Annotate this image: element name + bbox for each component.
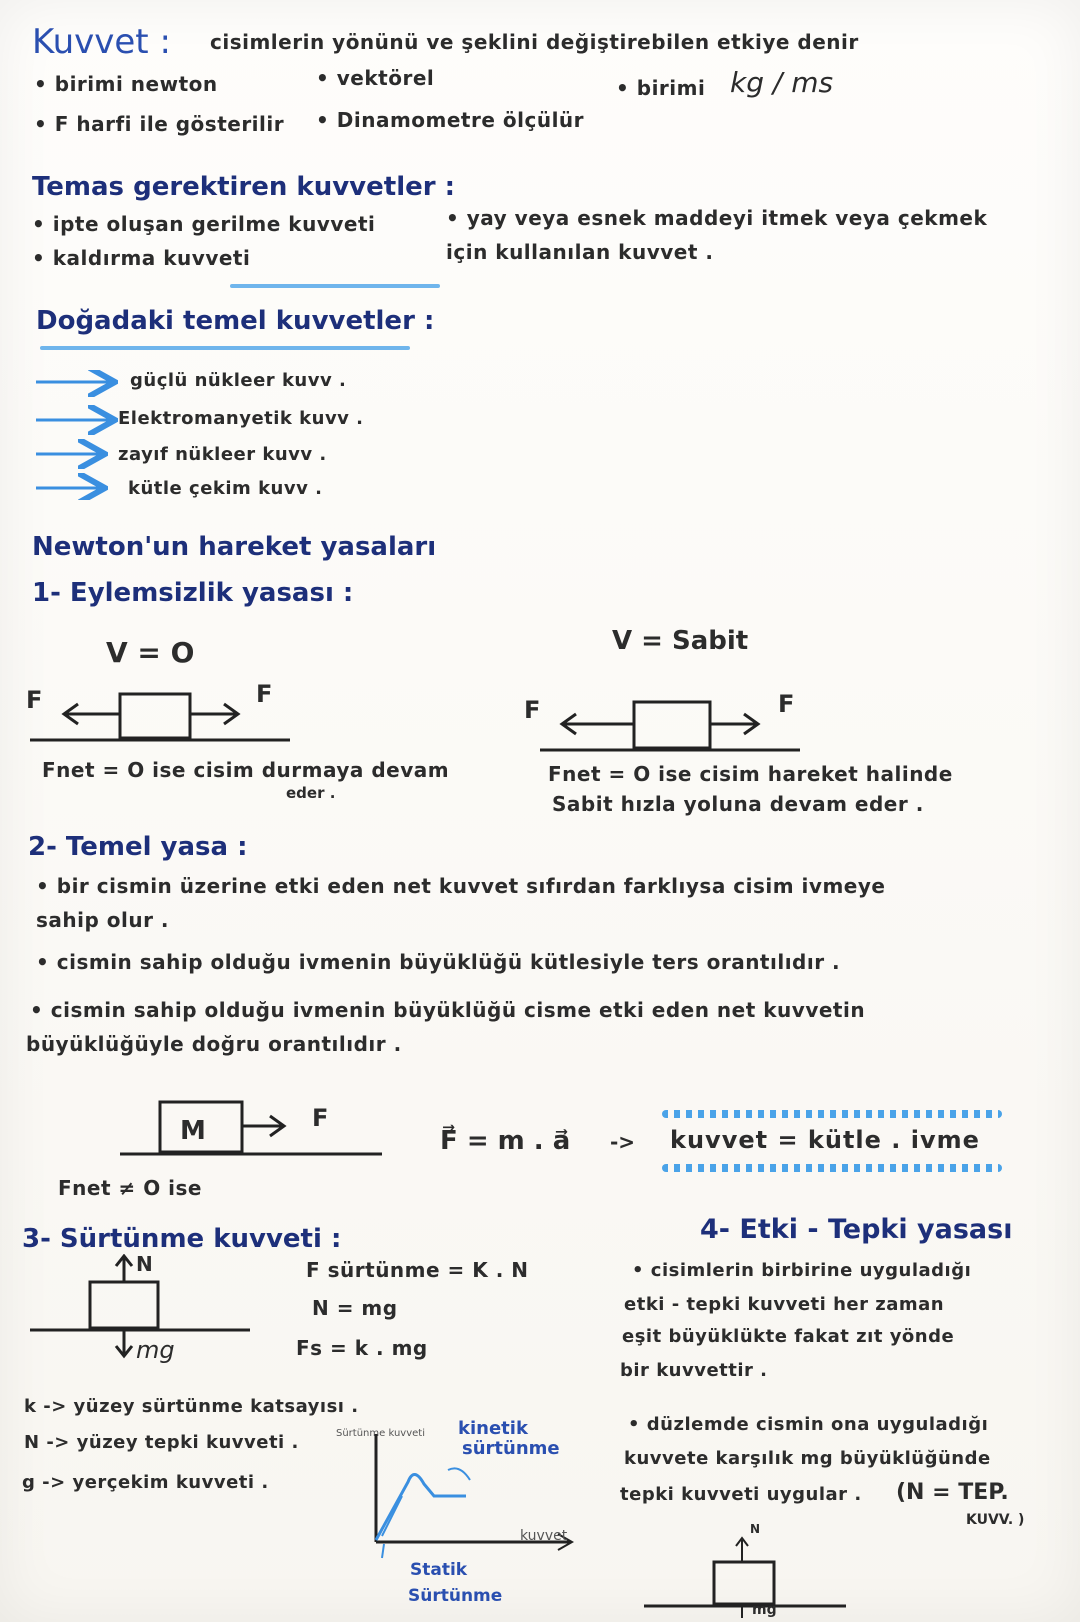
weight-label: mg <box>136 1336 175 1364</box>
law4-p2-paren2: KUVV. ) <box>966 1512 1025 1528</box>
friction-eq-3: Fs = k . mg <box>296 1336 428 1360</box>
law2-diagram <box>110 1094 390 1162</box>
law4-p2-paren: (N = TEP. <box>896 1480 1009 1505</box>
arrow-list-icons <box>34 370 124 500</box>
v-const: V = Sabit <box>612 626 749 656</box>
contact-note-line1: • yay veya esnek maddeyi itmek veya çekmek <box>446 206 987 230</box>
force-label: F <box>778 690 795 718</box>
force-label: F <box>524 696 541 724</box>
divider <box>230 284 440 288</box>
force-label: F <box>26 686 43 714</box>
fundamental-item-1: güçlü nükleer kuvv . <box>130 370 347 391</box>
v-zero: V = O <box>106 636 195 669</box>
formula-words: kuvvet = kütle . ivme <box>670 1126 980 1154</box>
law1-left-line2: eder . <box>286 784 336 802</box>
kuvvet-measure: • Dinamometre ölçülür <box>316 108 584 132</box>
reaction-diagram <box>640 1530 860 1620</box>
law2-p1-line1: • bir cismin üzerine etki eden net kuvvet sıfırdan farklıysa cisim ivmeye <box>36 874 885 898</box>
newton-formula: F⃗ = m . a⃗ <box>440 1126 571 1156</box>
fundamental-item-3: zayıf nükleer kuvv . <box>118 444 327 465</box>
static-label-2: Sürtünme <box>408 1586 503 1606</box>
friction-eq-1: F sürtünme = K . N <box>306 1258 529 1282</box>
kuvvet-title: Kuvvet : <box>32 22 171 62</box>
newton-title: Newton'un hareket yasaları <box>32 532 437 562</box>
kinetic-label-1: kinetik <box>458 1418 528 1439</box>
law2-p1-line2: sahip olur . <box>36 908 170 932</box>
law1-right-line2: Sabit hızla yoluna devam eder . <box>552 792 924 816</box>
law1-left-line1: Fnet = O ise cisim durmaya devam <box>42 758 450 782</box>
contact-title: Temas gerektiren kuvvetler : <box>32 172 456 202</box>
reaction-mg-label: mg <box>752 1602 777 1618</box>
law4-title: 4- Etki - Tepki yasası <box>700 1214 1013 1245</box>
law2-p2: • cismin sahip olduğu ivmenin büyüklüğü kütlesiyle ters orantılıdır . <box>36 950 840 974</box>
formula-arrow: -> <box>610 1130 636 1154</box>
graph-x-label: kuvvet <box>520 1528 568 1544</box>
friction-legend-2: N -> yüzey tepki kuvveti . <box>24 1432 299 1453</box>
friction-legend-3: g -> yerçekim kuvveti . <box>22 1472 269 1493</box>
kinetic-label-2: sürtünme <box>462 1438 560 1459</box>
law4-p1-line4: bir kuvvettir . <box>620 1360 768 1381</box>
contact-item-2: • kaldırma kuvveti <box>32 246 250 270</box>
fundamental-title: Doğadaki temel kuvvetler : <box>36 306 435 336</box>
force-label: F <box>312 1104 329 1132</box>
fundamental-item-4: kütle çekim kuvv . <box>128 478 323 499</box>
kuvvet-definition: cisimlerin yönünü ve şeklini değiştirebilen etkiye denir <box>210 30 859 54</box>
graph-y-label: Sürtünme kuvveti <box>336 1428 425 1439</box>
law2-title: 2- Temel yasa : <box>28 832 248 862</box>
law4-p1-line1: • cisimlerin birbirine uyguladığı <box>632 1260 971 1281</box>
formula-wave-top <box>662 1110 1002 1118</box>
law4-p2-line1: • düzlemde cismin ona uyguladığı <box>628 1414 988 1435</box>
contact-note-line2: için kullanılan kuvvet . <box>446 240 714 264</box>
law1-title: 1- Eylemsizlik yasası : <box>32 578 354 608</box>
normal-force-label: N <box>136 1252 153 1276</box>
kuvvet-unit2-value: kg / ms <box>730 66 834 99</box>
law4-p2-line3: tepki kuvveti uygular . <box>620 1484 862 1505</box>
force-label: F <box>256 680 273 708</box>
formula-wave-bottom <box>662 1164 1002 1172</box>
kuvvet-symbol: • F harfi ile gösterilir <box>34 112 284 136</box>
fnet-nonzero: Fnet ≠ O ise <box>58 1176 202 1200</box>
mass-label: M <box>180 1116 206 1146</box>
friction-eq-2: N = mg <box>312 1296 398 1320</box>
friction-curve <box>376 1474 466 1540</box>
law1-right-line1: Fnet = O ise cisim hareket halinde <box>548 762 953 786</box>
friction-legend-1: k -> yüzey sürtünme katsayısı . <box>24 1396 359 1417</box>
reaction-n-label: N <box>750 1522 761 1536</box>
static-label-1: Statik <box>410 1560 468 1580</box>
fundamental-item-2: Elektromanyetik kuvv . <box>118 408 364 429</box>
law4-p1-line3: eşit büyüklükte fakat zıt yönde <box>622 1326 955 1347</box>
law3-title: 3- Sürtünme kuvveti : <box>22 1224 342 1254</box>
law2-p3-line1: • cismin sahip olduğu ivmenin büyüklüğü cisme etki eden net kuvvetin <box>30 998 865 1022</box>
contact-item-1: • ipte oluşan gerilme kuvveti <box>32 212 375 236</box>
kuvvet-unit2: • birimi <box>616 76 705 100</box>
kuvvet-unit: • birimi newton <box>34 72 218 96</box>
law4-p2-line2: kuvvete karşılık mg büyüklüğünde <box>624 1448 991 1469</box>
law4-p1-line2: etki - tepki kuvveti her zaman <box>624 1294 945 1315</box>
law2-p3-line2: büyüklüğüyle doğru orantılıdır . <box>26 1032 402 1056</box>
fundamental-underline <box>40 346 410 350</box>
kuvvet-vector: • vektörel <box>316 66 434 90</box>
